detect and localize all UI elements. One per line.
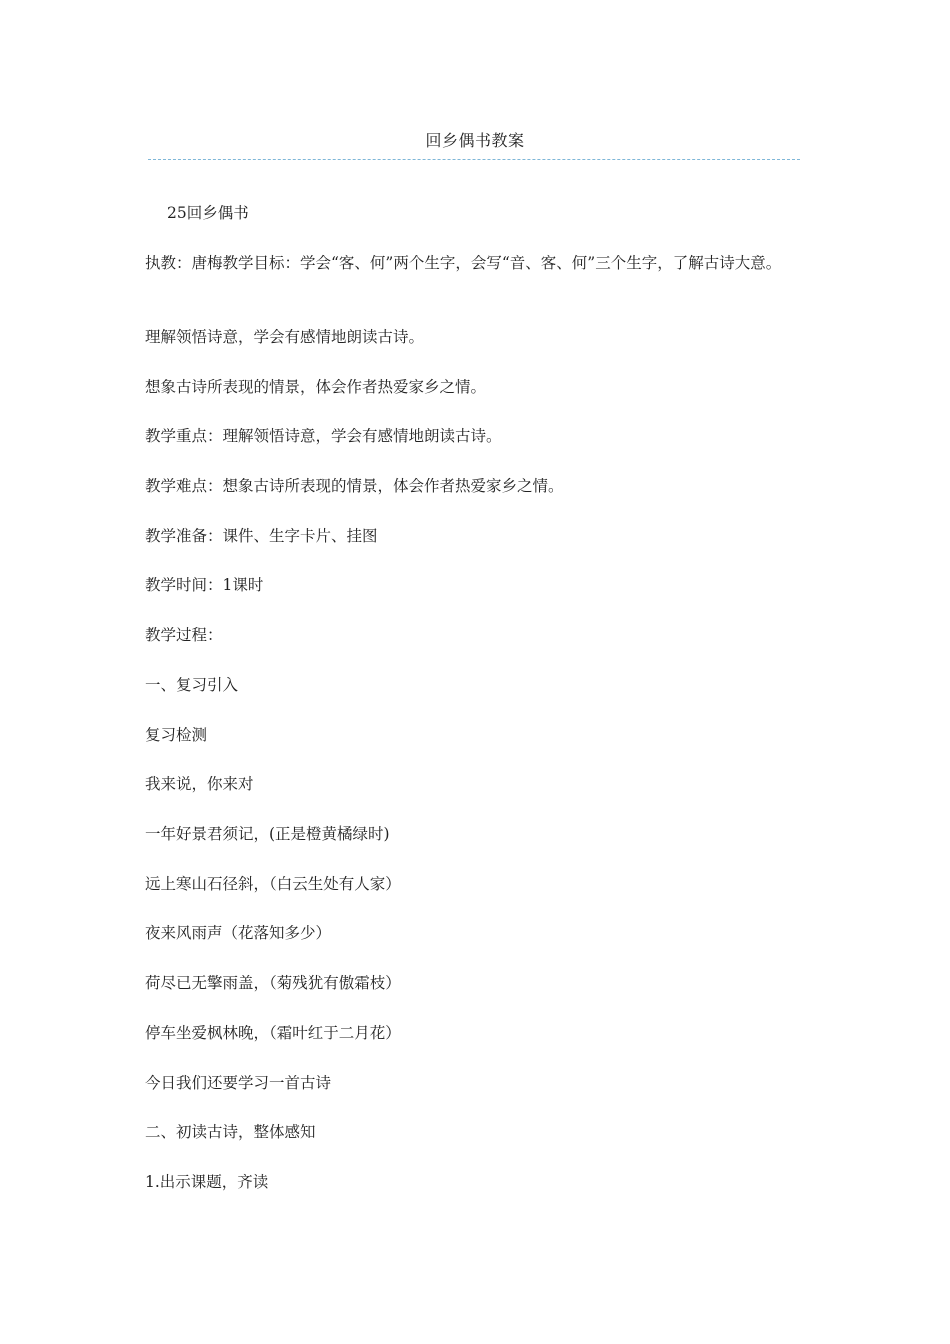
teaching-time: 教学时间：1课时 xyxy=(145,576,264,594)
text-line: 今日我们还要学习一首古诗 xyxy=(145,1074,332,1092)
text-line: 1.出示课题，齐读 xyxy=(145,1173,269,1191)
poem-line: 荷尽已无擎雨盖，（菊残犹有傲霜枝） xyxy=(145,974,401,992)
poem-line: 夜来风雨声（花落知多少） xyxy=(145,924,332,942)
poem-line: 一年好景君须记，(正是橙黄橘绿时) xyxy=(145,825,390,843)
section-heading: 一、复习引入 xyxy=(145,676,239,694)
objective-line: 想象古诗所表现的情景，体会作者热爱家乡之情。 xyxy=(145,378,487,396)
poem-line: 远上寒山石径斜，（白云生处有人家） xyxy=(145,875,401,893)
objective-line: 理解领悟诗意，学会有感情地朗读古诗。 xyxy=(145,328,425,346)
lesson-heading: 25回乡偶书 xyxy=(167,204,249,222)
teaching-objectives: 执教：唐梅教学目标：学会“客、何”两个生字，会写“音、客、何”三个生字，了解古诗大意。 xyxy=(145,254,782,272)
text-line: 我来说，你来对 xyxy=(145,775,254,793)
teaching-preparation: 教学准备：课件、生字卡片、挂图 xyxy=(145,527,378,545)
poem-line: 停车坐爱枫林晚，（霜叶红于二月花） xyxy=(145,1024,401,1042)
document-title: 回乡偶书教案 xyxy=(425,131,525,150)
teaching-process: 教学过程： xyxy=(145,626,223,644)
section-heading: 二、初读古诗，整体感知 xyxy=(145,1123,316,1141)
title-divider xyxy=(148,159,800,160)
text-line: 复习检测 xyxy=(145,726,208,744)
difficult-points: 教学难点：想象古诗所表现的情景，体会作者热爱家乡之情。 xyxy=(145,477,564,495)
key-points: 教学重点：理解领悟诗意，学会有感情地朗读古诗。 xyxy=(145,427,502,445)
